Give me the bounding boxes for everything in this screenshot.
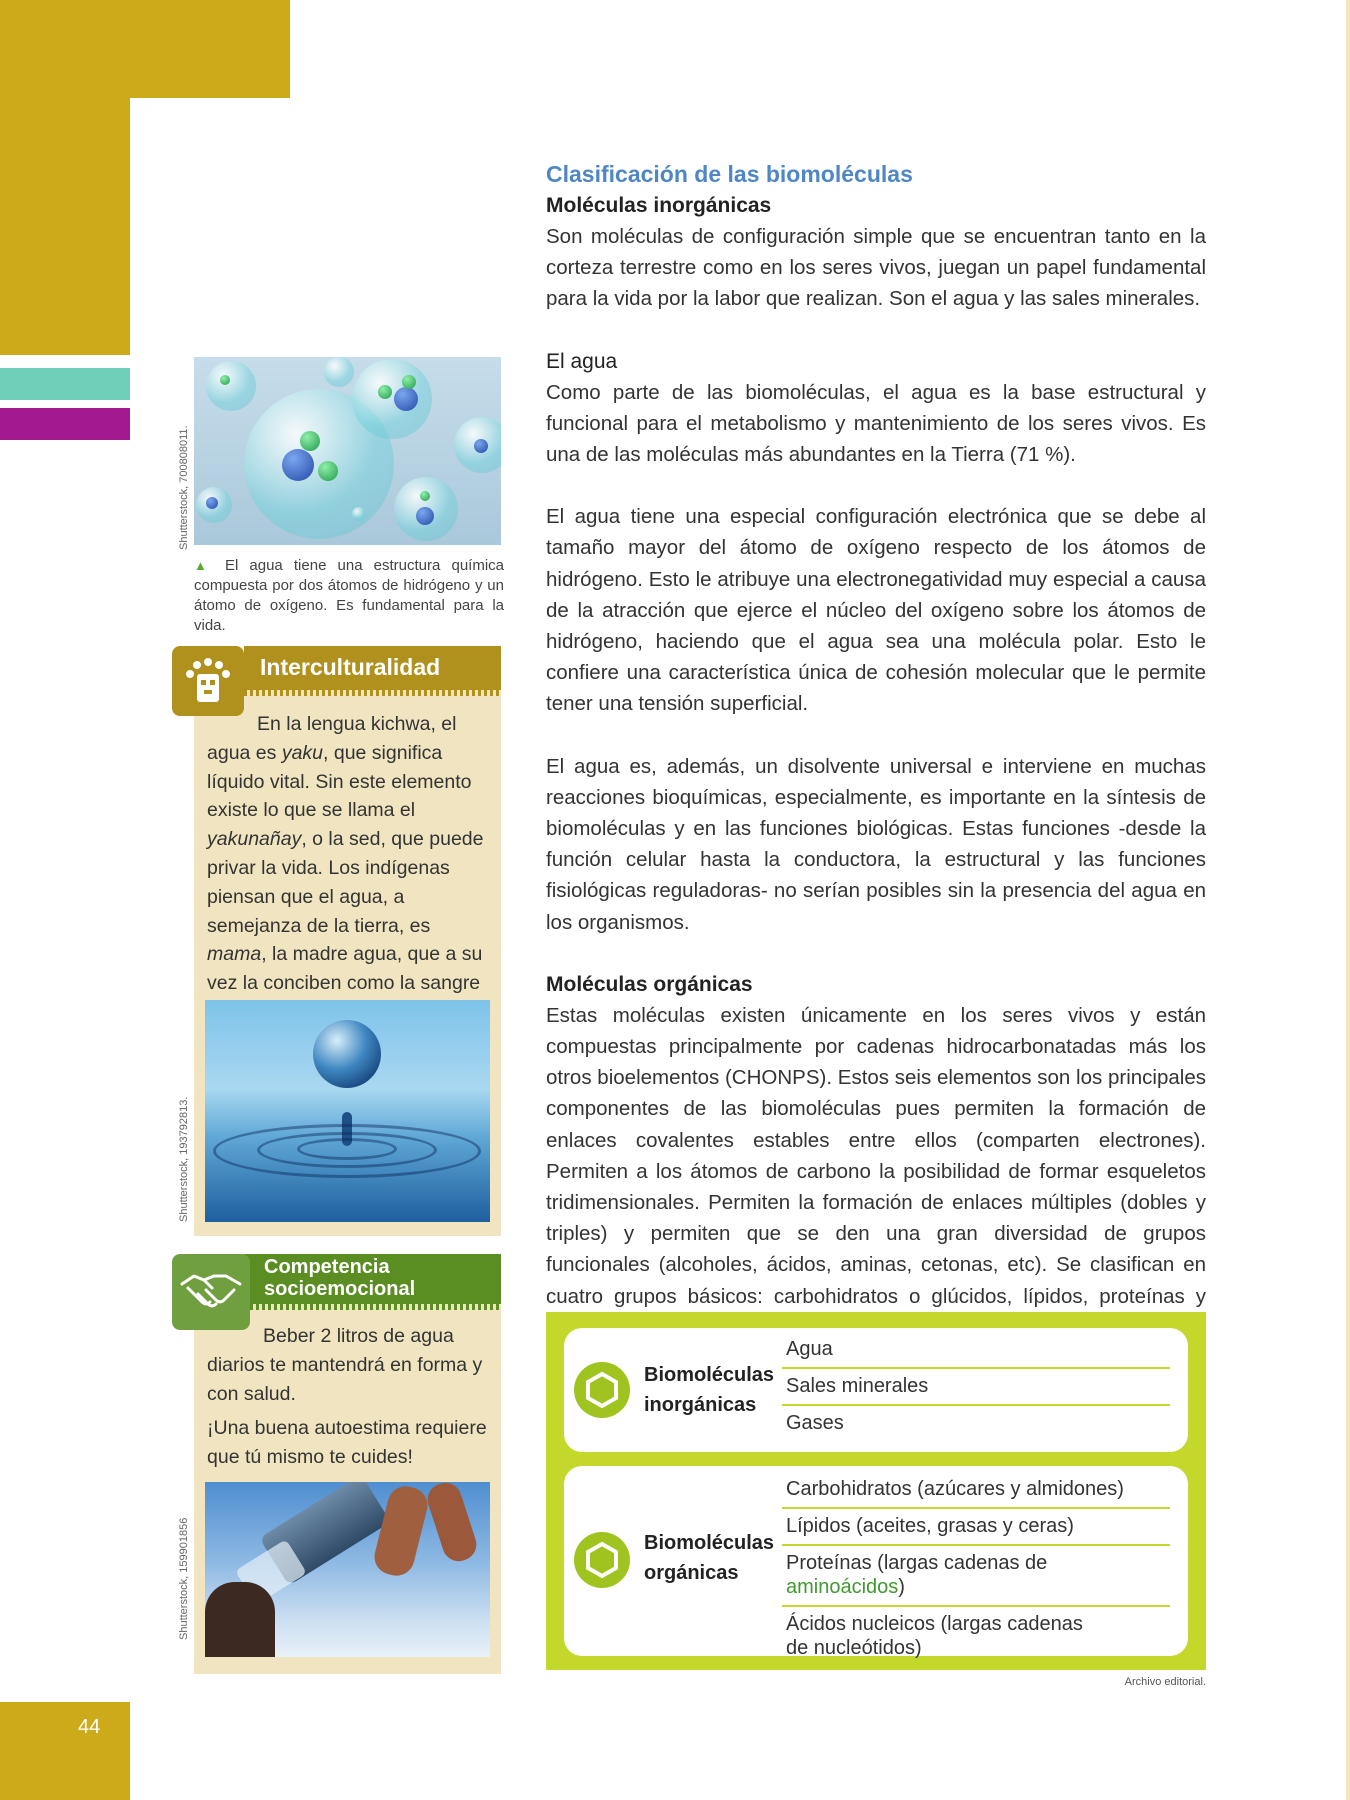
section-title: Clasificación de las biomoléculas xyxy=(546,161,913,187)
drinking-water-image xyxy=(205,1482,490,1657)
hexagon-molecule-icon xyxy=(574,1362,630,1418)
page-number: 44 xyxy=(78,1716,101,1738)
inorganic-items xyxy=(782,1332,1170,1441)
decor-right-edge xyxy=(1346,0,1350,1800)
image-credit-3: Shutterstock, 159901856 xyxy=(178,1517,190,1640)
decor-stripe-teal xyxy=(0,368,130,400)
water-paragraph-2: El agua tiene una especial configuración electrónica que se debe al tamaño mayor del átomo de oxígeno respecto de los átomos de hidrógeno. Esto le atribuye una electronegatividad muy especial a causa de la atracción que ejerce el núcleo del oxígeno sobre los átomos de hidrógeno, haciendo que el agua sea una molécula polar. Esto le confiere una característica única de cohesión molecular que le permite tener una tensión superficial. xyxy=(546,505,1206,716)
competencia-text-2: ¡Una buena autoestima requiere que tú mismo te cuides! xyxy=(207,1417,487,1468)
image-credit-1: Shutterstock, 700808011. xyxy=(178,425,190,550)
hexagon-molecule-icon xyxy=(574,1532,630,1588)
earth-water-drop-image xyxy=(205,1000,490,1222)
competencia-text-1: Beber 2 litros de agua diarios te mantendrá en forma y con salud. xyxy=(207,1325,483,1405)
inorganic-item: Sales minerales xyxy=(782,1369,1170,1406)
handshake-icon xyxy=(172,1254,250,1330)
competencia-header-hatch xyxy=(244,1304,501,1310)
cultural-figure-icon xyxy=(172,646,244,716)
organic-paragraph: Estas moléculas existen únicamente en los seres vivos y están compuestas principalmente por cadenas hidrocarbonatadas más los otros bioelementos (CHONPS). Estos seis elementos son los principales componentes de las biomoléculas pues permiten la formación de enlaces covalentes estables entre ellos (comparten electrones). Permiten a los átomos de carbono la posibilidad de formar esqueletos tridimensionales. Permiten la formación de enlaces múltiples (dobles y triples) y permiten que se den una gran diversidad de grupos funcionales (alcoholes, ácidos, aminas, cetonas, etc). Se clasifican en cuatro grupos básicos: carbohidratos o glúcidos, lípidos, proteínas y xyxy=(546,1003,1206,1308)
organic-item-nucleic: Ácidos nucleicos (largas cadenas de nucleótidos) xyxy=(786,1613,1083,1659)
caption-text: El agua tiene una estructura química compuesta por dos átomos de hidrógeno y un átomo de oxígeno. Es fundamental para la vida. xyxy=(194,557,504,634)
water-paragraph-1: Como parte de las biomoléculas, el agua es la base estructural y funcional para el metabolismo y mantenimiento de los seres vivos. Es una de las moléculas más abundantes en la Tierra (71 %). xyxy=(546,380,1206,467)
intercultural-header-hatch xyxy=(244,690,501,696)
caption-triangle-icon: ▲ xyxy=(194,558,214,573)
inorganic-paragraph: Son moléculas de configuración simple que se encuentran tanto en la corteza terrestre como en los seres vivos, juegan un papel fundamental para la vida por la labor que realizan. Son el agua y las sales minerales. xyxy=(546,225,1206,311)
inorganic-heading: Moléculas inorgánicas xyxy=(546,194,772,217)
diagram-credit: Archivo editorial. xyxy=(1124,1676,1206,1688)
competencia-title: Competencia socioemocional xyxy=(264,1256,416,1300)
inorganic-item: Gases xyxy=(786,1412,844,1434)
organic-items xyxy=(782,1472,1170,1666)
decor-band-bottom xyxy=(0,1702,130,1800)
organic-panel xyxy=(564,1466,1188,1659)
intercultural-title: Interculturalidad xyxy=(260,654,441,680)
main-column xyxy=(546,158,1206,1343)
organic-item-proteins: Proteínas (largas cadenas de aminoácidos) xyxy=(782,1546,1170,1607)
inorganic-panel xyxy=(564,1328,1188,1452)
organic-heading: Moléculas orgánicas xyxy=(546,972,753,996)
biomolecules-diagram xyxy=(546,1312,1206,1670)
organic-label: Biomoléculas orgánicas xyxy=(644,1532,775,1584)
organic-item: Carbohidratos (azúcares y almidones) xyxy=(782,1472,1170,1509)
intercultural-text: En la lengua kichwa, el agua es yaku, que significa líquido vital. Sin este elemento existe lo que se llama el yakunañay, o la sed, que puede privar la vida. Los indígenas piensan que el agua, a semejanza de la tierra, es mama, la madre agua, que a su vez la conciben como la sangre xyxy=(207,713,484,995)
water-paragraph-3: El agua es, además, un disolvente universal e interviene en muchas reacciones bioquímicas, especialmente, es importante en la síntesis de biomoléculas y en las funciones biológicas. Estas funciones -desde la función celular hasta la conductora, la estructural y las funciones fisiológicas reguladoras- no serían posibles sin la presencia del agua en los organismos. xyxy=(546,754,1206,934)
image-credit-2: Shutterstock, 193792813. xyxy=(178,1096,190,1222)
decor-band-side xyxy=(0,0,130,355)
inorganic-item: Agua xyxy=(782,1332,1170,1369)
water-molecules-image xyxy=(194,357,501,545)
inorganic-label: Biomoléculas inorgánicas xyxy=(644,1364,775,1416)
water-molecule-caption xyxy=(194,556,504,636)
water-heading: El agua xyxy=(546,349,618,373)
decor-stripe-magenta xyxy=(0,408,130,440)
organic-item: Lípidos (aceites, grasas y ceras) xyxy=(782,1509,1170,1546)
